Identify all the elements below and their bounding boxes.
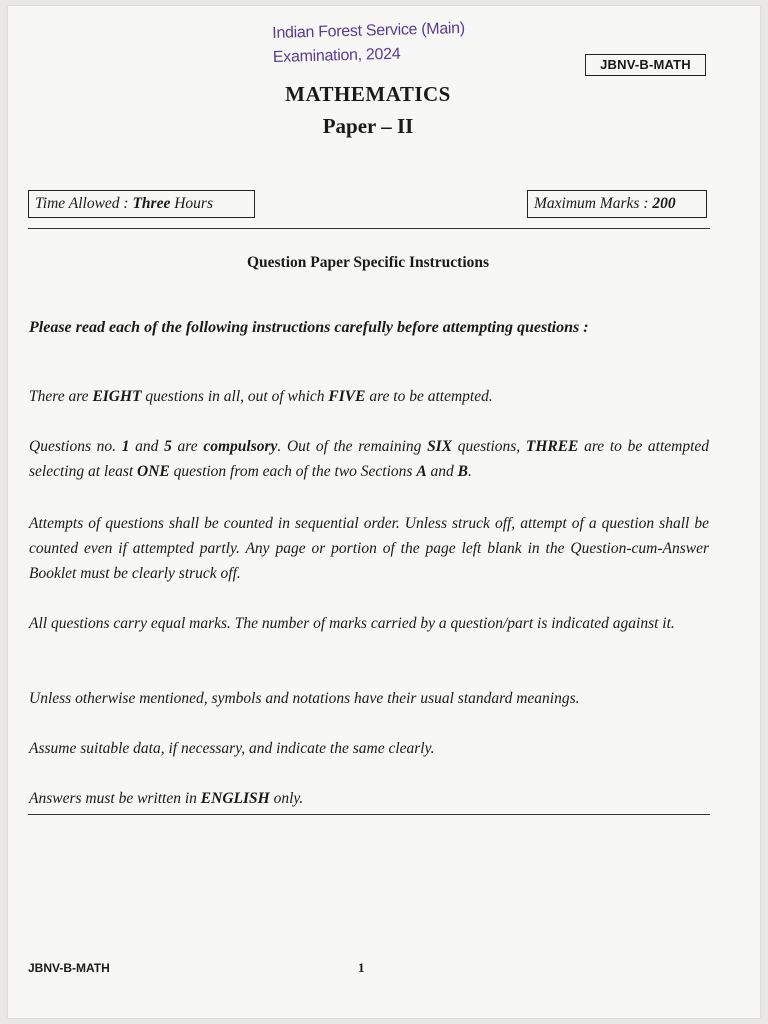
instruction-equal-marks: All questions carry equal marks. The number of marks carried by a question/part is indicated against it. [29, 615, 675, 632]
top-divider [28, 228, 710, 229]
instruction-language: Answers must be written in ENGLISH only. [29, 790, 304, 807]
page-number: 1 [358, 960, 365, 975]
instruction-sequential-order: Attempts of questions shall be counted in sequential order. Unless struck off, attempt of a question shall be counted even if attempted partly. Any page or portion of the page left blank in the Question-cum-Answer Booklet must be clearly struck off. [29, 515, 709, 582]
time-allowed-value: Three [132, 195, 171, 212]
maximum-marks-box [527, 190, 707, 218]
time-allowed-label: Time Allowed : [35, 195, 133, 212]
instructions-lead: Please read each of the following instructions carefully before attempting questions : [29, 319, 589, 336]
maximum-marks-label: Maximum Marks : [534, 195, 653, 212]
exam-paper-page [8, 6, 760, 1018]
paper-code-box: JBNV-B-MATH [585, 54, 706, 76]
maximum-marks-value: 200 [652, 195, 676, 212]
instructions-heading: Question Paper Specific Instructions [246, 254, 490, 271]
instruction-suitable-data: Assume suitable data, if necessary, and indicate the same clearly. [29, 740, 435, 757]
subject-title: MATHEMATICS [285, 82, 451, 106]
time-allowed-suffix: Hours [170, 195, 213, 212]
bottom-divider [28, 814, 710, 815]
stamp-line-examination: Examination, 2024 [272, 45, 401, 66]
exam-stamp [272, 17, 466, 70]
time-allowed-box [28, 190, 255, 218]
instruction-question-count: There are EIGHT questions in all, out of which FIVE are to be attempted. [29, 388, 493, 405]
instruction-symbols: Unless otherwise mentioned, symbols and notations have their usual standard meanings. [29, 690, 580, 707]
footer-paper-code: JBNV-B-MATH [28, 961, 110, 975]
paper-title: Paper – II [322, 114, 414, 138]
instruction-compulsory-questions: Questions no. 1 and 5 are compulsory. Out of the remaining SIX questions, THREE are to be attempted selecting at least ONE question from each of the two Sections A and B. [29, 438, 710, 480]
stamp-line-service: Indian Forest Service (Main) [272, 19, 466, 42]
